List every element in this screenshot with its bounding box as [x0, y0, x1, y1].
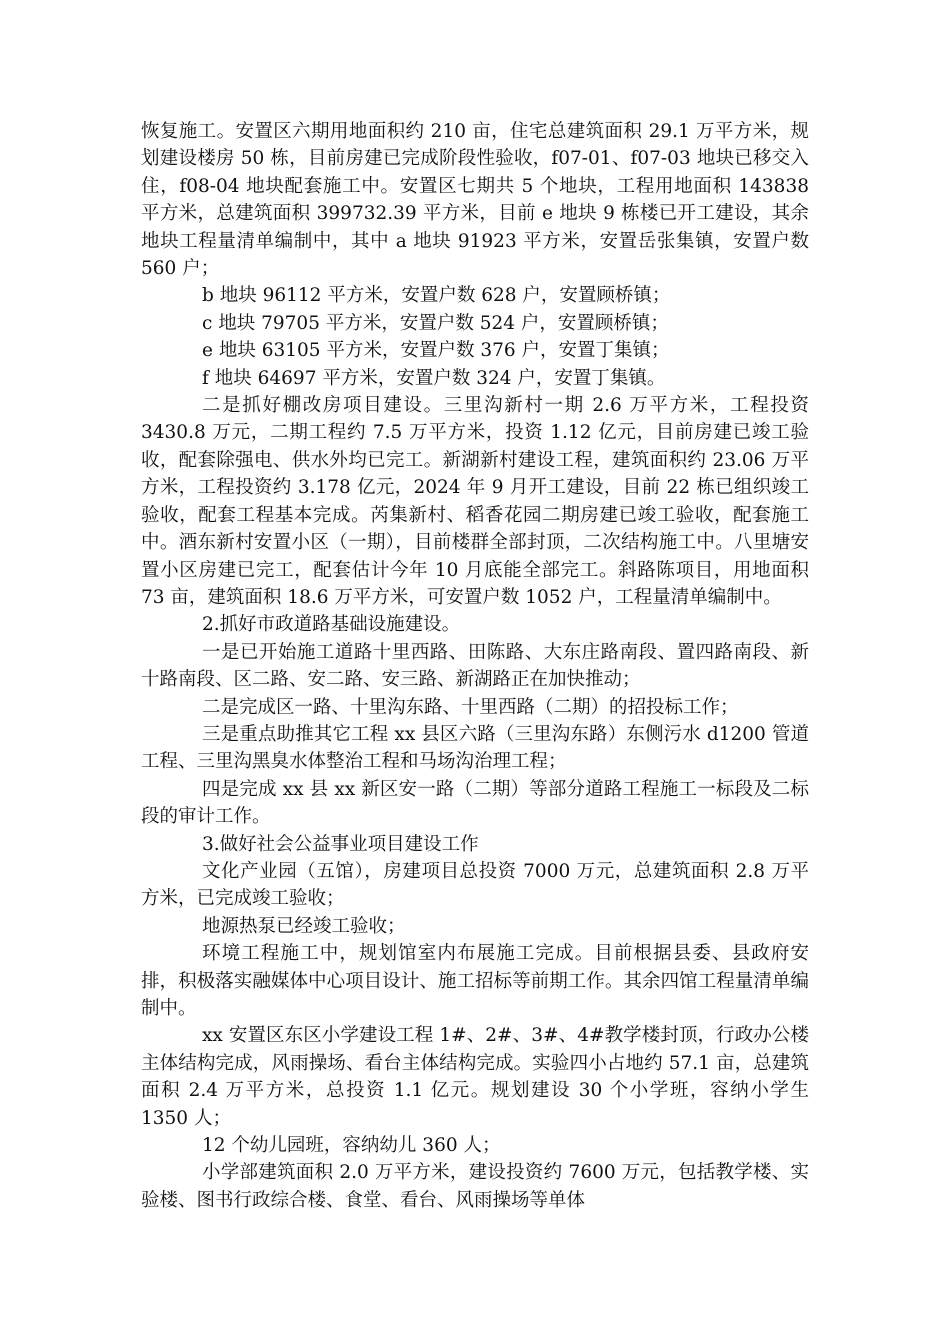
paragraph-environment-works: 环境工程施工中，规划馆室内布展施工完成。目前根据县委、县政府安排，积极落实融媒体中心项目设计、施工招标等前期工作。其余四馆工程量清单编制中。 [141, 943, 809, 1019]
section-heading-municipal-roads: 2.抓好市政道路基础设施建设。 [202, 614, 461, 636]
document-body [141, 118, 809, 1214]
paragraph-primary-school-building: 小学部建筑面积 2.0 万平方米，建设投资约 7600 万元，包括教学楼、实验楼、图书行政综合楼、食堂、看台、风雨操场等单体 [141, 1162, 809, 1211]
paragraph-other-projects: 三是重点助推其它工程 xx 县区六路（三里沟东路）东侧污水 d1200 管道工程、三里沟黑臭水体整治工程和马场沟治理工程； [141, 723, 809, 773]
paragraph-plot-b: b 地块 96112 平方米，安置户数 628 户，安置顾桥镇； [202, 285, 671, 307]
section-heading-public-welfare: 3.做好社会公益事业项目建设工作 [202, 833, 479, 855]
paragraph-plot-f: f 地块 64697 平方米，安置户数 324 户，安置丁集镇。 [202, 367, 666, 389]
paragraph-roads-under-construction: 一是已开始施工道路十里西路、田陈路、大东庄路南段、置四路南段、新十路南段、区二路、安二路、安三路、新湖路正在加快推动； [141, 641, 809, 691]
paragraph-east-district-school: xx 安置区东区小学建设工程 1#、2#、3#、4#教学楼封顶，行政办公楼主体结构完成，风雨操场、看台主体结构完成。实验四小占地约 57.1 亩，总建筑面积 2.4 万平方米，总投资 1.1 亿元。规划建设 30 个小学班，容纳小学生 1350 人； [141, 1025, 809, 1129]
paragraph-culture-park: 文化产业园（五馆），房建项目总投资 7000 万元，总建筑面积 2.8 万平方米，已完成竣工验收； [141, 860, 809, 910]
paragraph-kindergarten: 12 个幼儿园班，容纳幼儿 360 人； [202, 1135, 501, 1157]
paragraph-shantytown-renovation: 二是抓好棚改房项目建设。三里沟新村一期 2.6 万平方米，工程投资 3430.8 万元，二期工程约 7.5 万平方米，投资 1.12 亿元，目前房建已竣工验收，配套除强电、供水外均已完工。新湖新村建设工程，建筑面积约 23.06 万平方米，工程投资约 3.178 亿元，2024 年 9 月开工建设，目前 22 栋已组织竣工验收，配套工程基本完成。芮集新村、稻香花园二期房建已竣工验收，配套施工中。酒东新村安置小区（一期），目前楼群全部封顶，二次结构施工中。八里塘安置小区房建已完工，配套估计今年 10 月底能全部完工。斜路陈项目，用地面积 73 亩，建筑面积 18.6 万平方米，可安置户数 1052 户，工程量清单编制中。 [141, 395, 809, 608]
paragraph-resettlement-phase6-7: 恢复施工。安置区六期用地面积约 210 亩，住宅总建筑面积 29.1 万平方米，规划建设楼房 50 栋，目前房建已完成阶段性验收，f07-01、f07-03 地块已移交入住，f08-04 地块配套施工中。安置区七期共 5 个地块，工程用地面积 143838 平方米，总建筑面积 399732.39 平方米，目前 e 地块 9 栋楼已开工建设，其余地块工程量清单编制中，其中 a 地块 91923 平方米，安置岳张集镇，安置户数 560 户； [141, 121, 809, 280]
paragraph-plot-c: c 地块 79705 平方米，安置户数 524 户，安置顾桥镇； [202, 312, 669, 334]
paragraph-roads-bidding: 二是完成区一路、十里沟东路、十里西路（二期）的招投标工作； [202, 696, 739, 718]
paragraph-plot-e: e 地块 63105 平方米，安置户数 376 户，安置丁集镇； [202, 340, 670, 362]
paragraph-heat-pump: 地源热泵已经竣工验收； [202, 915, 406, 937]
paragraph-audit-work: 四是完成 xx 县 xx 新区安一路（二期）等部分道路工程施工一标段及二标段的审计工作。 [141, 778, 809, 828]
